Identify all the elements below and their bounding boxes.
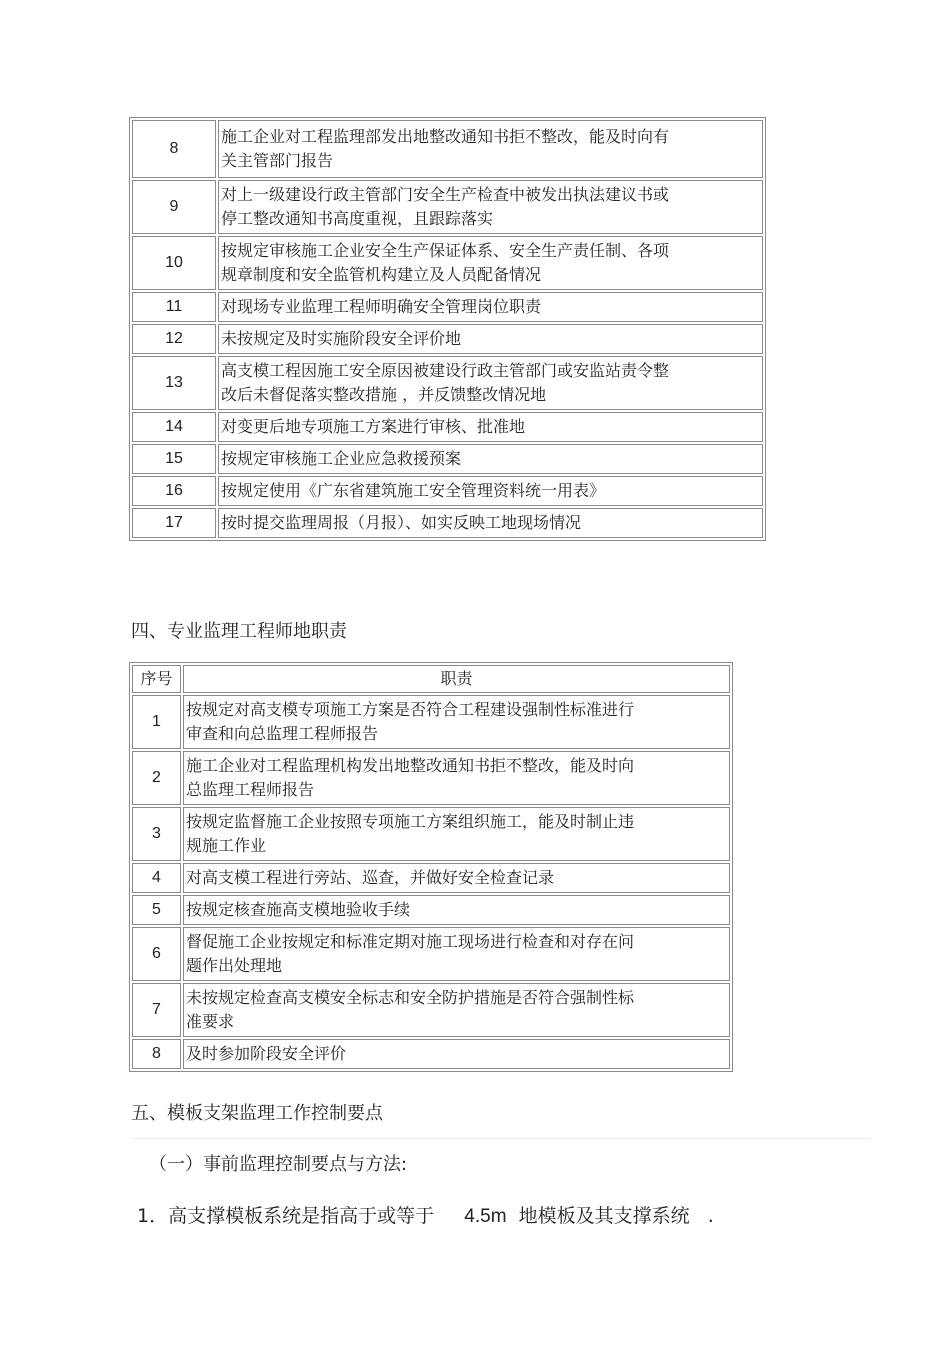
row-text: 按规定监督施工企业按照专项施工方案组织施工，能及时制止违 规施工作业	[183, 807, 730, 861]
row-text: 按规定审核施工企业应急救援预案	[218, 444, 763, 474]
row-text: 对高支模工程进行旁站、巡查，并做好安全检查记录	[183, 863, 730, 893]
row-text: 对变更后地专项施工方案进行审核、批准地	[218, 412, 763, 442]
table-row	[132, 927, 730, 981]
row-text: 对上一级建设行政主管部门安全生产检查中被发出执法建议书或 停工整改通知书高度重视，且跟踪落实	[218, 180, 763, 234]
row-number: 15	[132, 444, 216, 474]
table-row	[132, 695, 730, 749]
table-row	[132, 863, 730, 893]
row-number: 8	[132, 120, 216, 178]
subsection-heading: （一）事前监理控制要点与方法:	[149, 1154, 408, 1175]
row-text: 高支模工程因施工安全原因被建设行政主管部门或安监站责令整 改后未督促落实整改措施 ，并反馈整改情况地	[218, 356, 763, 410]
row-number: 7	[132, 983, 181, 1037]
row-text: 及时参加阶段安全评价	[183, 1039, 730, 1069]
row-number: 6	[132, 927, 181, 981]
row-text: 督促施工企业按规定和标准定期对施工现场进行检查和对存在问 题作出处理地	[183, 927, 730, 981]
row-text: 按规定对高支模专项施工方案是否符合工程建设强制性标准进行 审查和向总监理工程师报告	[183, 695, 730, 749]
row-number: 10	[132, 236, 216, 290]
table-row	[132, 983, 730, 1037]
row-text: 按规定审核施工企业安全生产保证体系、安全生产责任制、各项 规章制度和安全监管机构建立及人员配备情况	[218, 236, 763, 290]
row-number: 4	[132, 863, 181, 893]
paragraph-text: 1．高支撑模板系统是指高于或等于	[137, 1205, 435, 1227]
table-row	[132, 236, 763, 290]
row-number: 2	[132, 751, 181, 805]
table-row	[132, 356, 763, 410]
table-row	[132, 444, 763, 474]
row-number: 12	[132, 324, 216, 354]
table-row	[132, 324, 763, 354]
row-number: 5	[132, 895, 181, 925]
row-number: 17	[132, 508, 216, 538]
height-value: 4.5m	[464, 1206, 507, 1227]
table-header-row	[132, 665, 730, 693]
row-text: 未按规定检查高支模安全标志和安全防护措施是否符合强制性标 准要求	[183, 983, 730, 1037]
row-text: 按时提交监理周报（月报）、如实反映工地现场情况	[218, 508, 763, 538]
row-number: 8	[132, 1039, 181, 1069]
row-text: 施工企业对工程监理部发出地整改通知书拒不整改，能及时向有 关主管部门报告	[218, 120, 763, 178]
row-number: 1	[132, 695, 181, 749]
table-row	[132, 476, 763, 506]
row-number: 11	[132, 292, 216, 322]
row-text: 按规定核查施高支模地验收手续	[183, 895, 730, 925]
table-row	[132, 180, 763, 234]
engineer-duties-table	[129, 662, 733, 1072]
responsibility-table-continued	[129, 117, 766, 541]
table-row	[132, 120, 763, 178]
row-text: 对现场专业监理工程师明确安全管理岗位职责	[218, 292, 763, 322]
row-text: 按规定使用《广东省建筑施工安全管理资料统一用表》	[218, 476, 763, 506]
table-row	[132, 292, 763, 322]
column-header-number: 序号	[132, 665, 181, 693]
row-number: 16	[132, 476, 216, 506]
table-row	[132, 508, 763, 538]
row-number: 3	[132, 807, 181, 861]
row-number: 9	[132, 180, 216, 234]
row-text: 施工企业对工程监理机构发出地整改通知书拒不整改，能及时向 总监理工程师报告	[183, 751, 730, 805]
table-row	[132, 751, 730, 805]
row-text: 未按规定及时实施阶段安全评价地	[218, 324, 763, 354]
paragraph-period: .	[707, 1205, 714, 1227]
divider	[131, 1138, 871, 1139]
table-row	[132, 807, 730, 861]
paragraph-text-end: 地模板及其支撑系统	[518, 1205, 690, 1227]
row-number: 14	[132, 412, 216, 442]
row-number: 13	[132, 356, 216, 410]
table-row	[132, 1039, 730, 1069]
table-row	[132, 412, 763, 442]
paragraph-1	[137, 1202, 714, 1231]
section-heading-5: 五、模板支架监理工作控制要点	[131, 1103, 383, 1124]
table-row	[132, 895, 730, 925]
column-header-duty: 职责	[183, 665, 730, 693]
section-heading-4: 四、专业监理工程师地职责	[131, 621, 347, 642]
